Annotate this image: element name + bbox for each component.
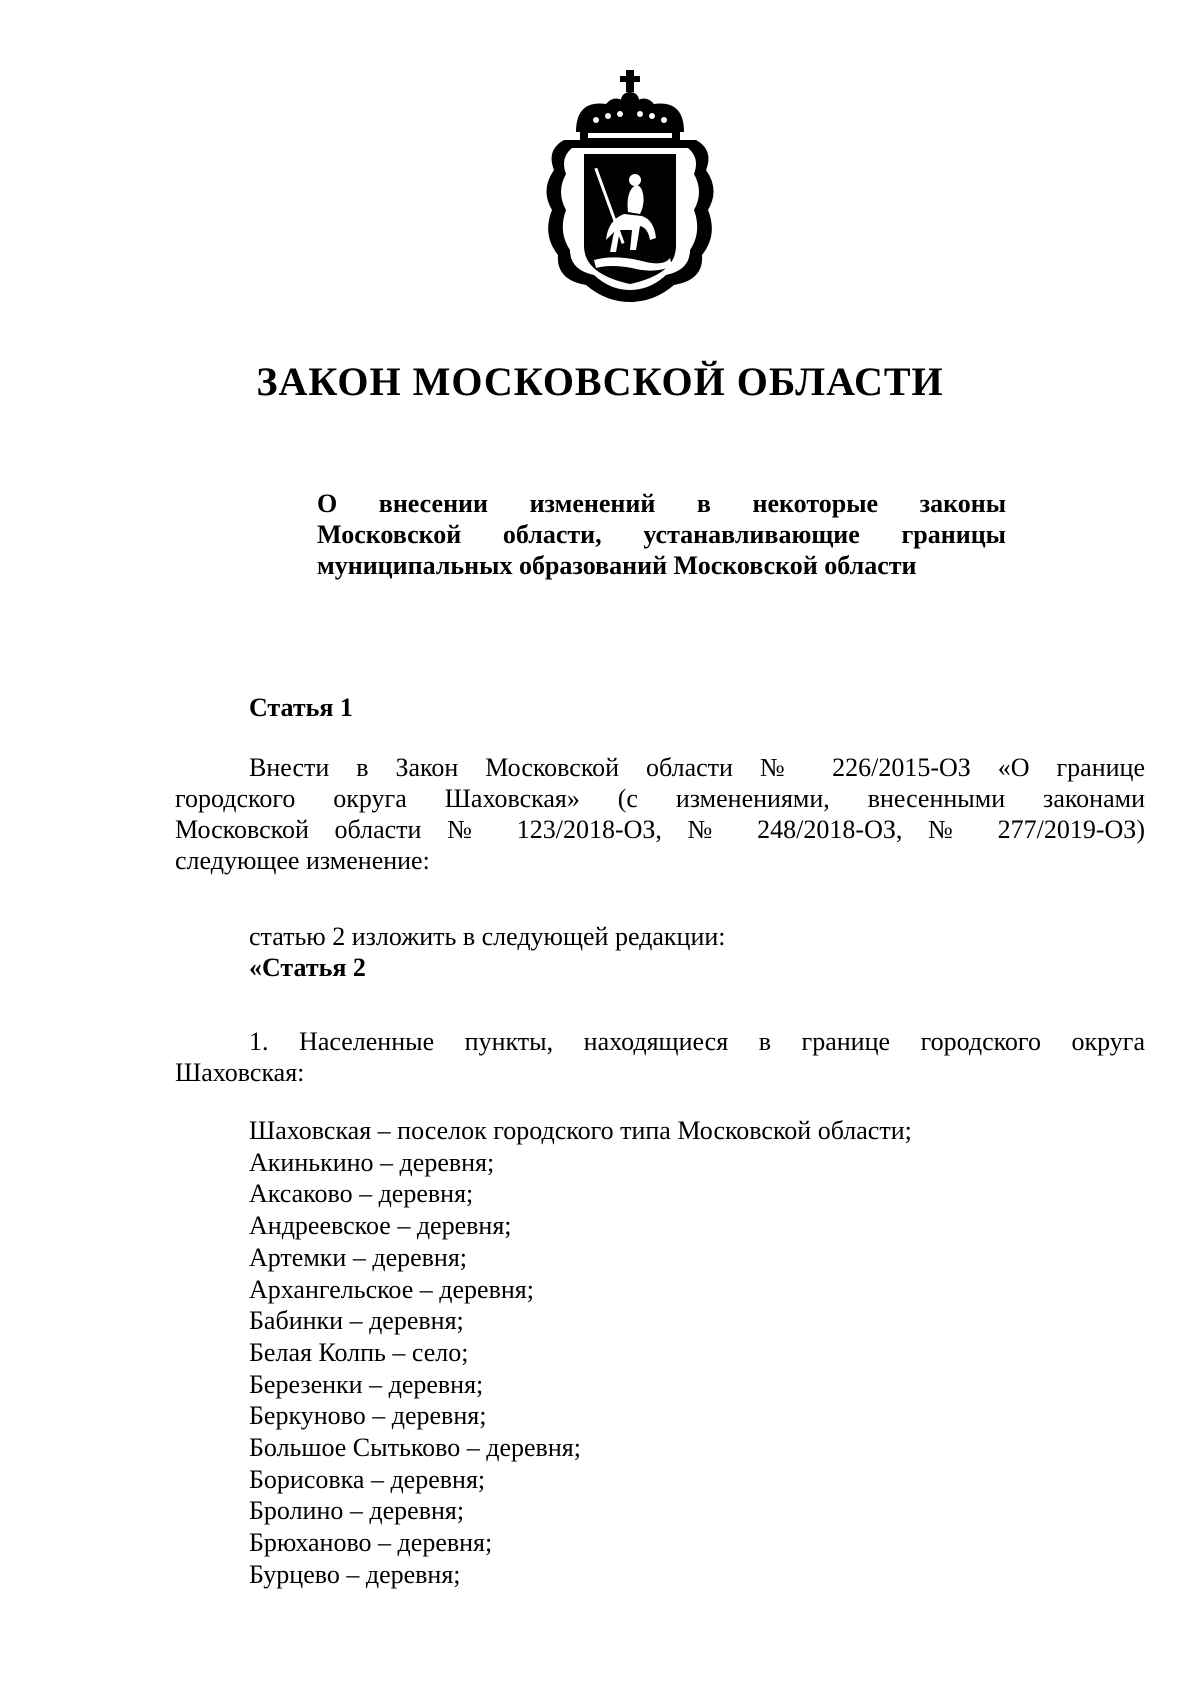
settlement-list [249, 1115, 912, 1591]
article-heading: Статья 1 [249, 693, 353, 722]
law-subject-line: муниципальных образований Московской области [317, 551, 917, 580]
item-paragraph [175, 1026, 1145, 1088]
list-item: Аксаково – деревня; [249, 1179, 474, 1209]
paragraph-line: Внести в Закон Московской области № 226/2015-ОЗ «О границе [249, 753, 1145, 782]
list-item: Андреевское – деревня; [249, 1211, 512, 1241]
law-subject [317, 488, 1006, 581]
quoted-article-heading: «Статья 2 [249, 953, 366, 982]
amendment-instruction: статью 2 изложить в следующей редакции: [249, 922, 726, 951]
list-item: Белая Колпь – село; [249, 1337, 469, 1367]
list-item: Шаховская – поселок городского типа Московской области; [249, 1116, 912, 1145]
list-item: Архангельское – деревня; [249, 1274, 534, 1304]
paragraph-line: 1. Населенные пункты, находящиеся в границе городского округа [249, 1027, 1145, 1056]
list-item: Большое Сытьково – деревня; [249, 1433, 581, 1463]
law-subject-line: О внесении изменений в некоторые законы [317, 489, 1006, 518]
list-item: Артемки – деревня; [249, 1242, 468, 1272]
list-item: Бролино – деревня; [249, 1496, 465, 1526]
list-item: Бурцево – деревня; [249, 1559, 461, 1589]
list-item: Брюханово – деревня; [249, 1528, 493, 1558]
paragraph-line: следующее изменение: [175, 846, 430, 875]
article-paragraph [175, 752, 1145, 876]
paragraph-line: Московской области № 123/2018-ОЗ, № 248/2018-ОЗ, № 277/2019-ОЗ) [175, 815, 1145, 844]
law-title: ЗАКОН МОСКОВСКОЙ ОБЛАСТИ [256, 359, 944, 404]
paragraph-line: городского округа Шаховская» (с изменениями, внесенными законами [175, 784, 1145, 813]
list-item: Бабинки – деревня; [249, 1306, 464, 1336]
list-item: Беркуново – деревня; [249, 1401, 487, 1431]
paragraph-line: Шаховская: [175, 1058, 305, 1087]
list-item: Борисовка – деревня; [249, 1464, 486, 1494]
list-item: Березенки – деревня; [249, 1369, 484, 1399]
coat-of-arms-emblem [536, 70, 724, 306]
list-item: Акинькино – деревня; [249, 1147, 495, 1177]
law-subject-line: Московской области, устанавливающие границы [317, 520, 1006, 549]
